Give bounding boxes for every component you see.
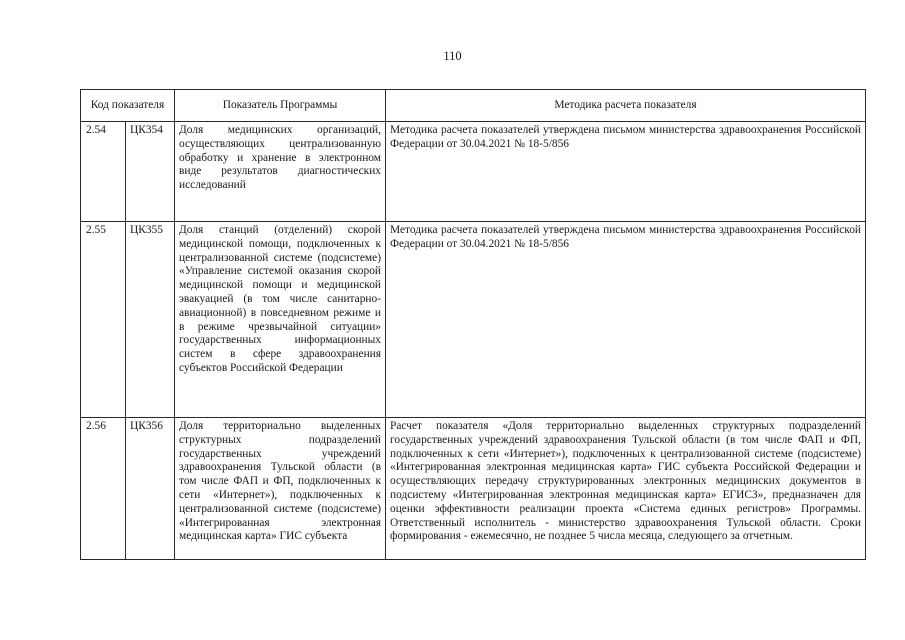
header-method: Методика расчета показателя [386,90,866,122]
row-number: 2.55 [81,222,126,418]
table-row [81,122,866,222]
header-code: Код показателя [81,90,175,122]
row-indicator: Доля медицинских организаций, осуществляющих централизованную обработку и хранение в электронном виде результатов диагностических исследований [175,122,386,222]
table-header-row [81,90,866,122]
header-indicator: Показатель Программы [175,90,386,122]
row-method: Расчет показателя «Доля территориально выделенных структурных подразделений государственных учреждений здравоохранения Тульской области (в том числе ФАП и ФП, подключенных к сети «Интернет»), подключенных к централизованной системе (подсистеме) «Интегрированная электронная медицинская карта» ГИС субъекта Российской Федерации и осуществляющих передачу структурированных электронных медицинских документов в подсистему «Интегрированная электронная медицинская карта» ЕГИСЗ», предназначен для оценки эффективности реализации проекта «Система единых регистров» Программы. Ответственный исполнитель - министерство здравоохранения Тульской области. Сроки формирования - ежемесячно, не позднее 5 числа месяца, следующего за отчетным. [390,420,861,543]
indicators-table [80,89,866,560]
row-indicator-cell [175,418,386,560]
row-code: ЦК354 [126,122,175,222]
page-number: 110 [443,49,462,63]
row-method: Методика расчета показателей утверждена письмом министерства здравоохранения Российской Федерации от 30.04.2021 № 18-5/856 [386,222,866,418]
row-code: ЦК356 [126,418,175,560]
row-method: Методика расчета показателей утверждена письмом министерства здравоохранения Российской Федерации от 30.04.2021 № 18-5/856 [386,122,866,222]
table-row [81,222,866,418]
row-code: ЦК355 [126,222,175,418]
row-number: 2.54 [81,122,126,222]
row-indicator: Доля станций (отделений) скорой медицинской помощи, подключенных к централизованной системе (подсистеме) «Управление системой оказания скорой медицинской помощи и медицинской эвакуацией (в том числе санитарно-авиационной) в повседневном режиме и в режиме чрезвычайной ситуации» государственных информационных систем в сфере здравоохранения субъектов Российской Федерации [175,222,386,418]
row-number: 2.56 [81,418,126,560]
row-indicator: Доля территориально выделенных структурных подразделений государственных учреждений здравоохранения Тульской области (в том числе ФАП и ФП, подключенных к сети «Интернет»), подключенных к централизованной системе (подсистеме) «Интегрированная электронная медицинская карта» ГИС субъекта [179,420,381,543]
table-row [81,418,866,560]
row-method-cell [386,418,866,560]
